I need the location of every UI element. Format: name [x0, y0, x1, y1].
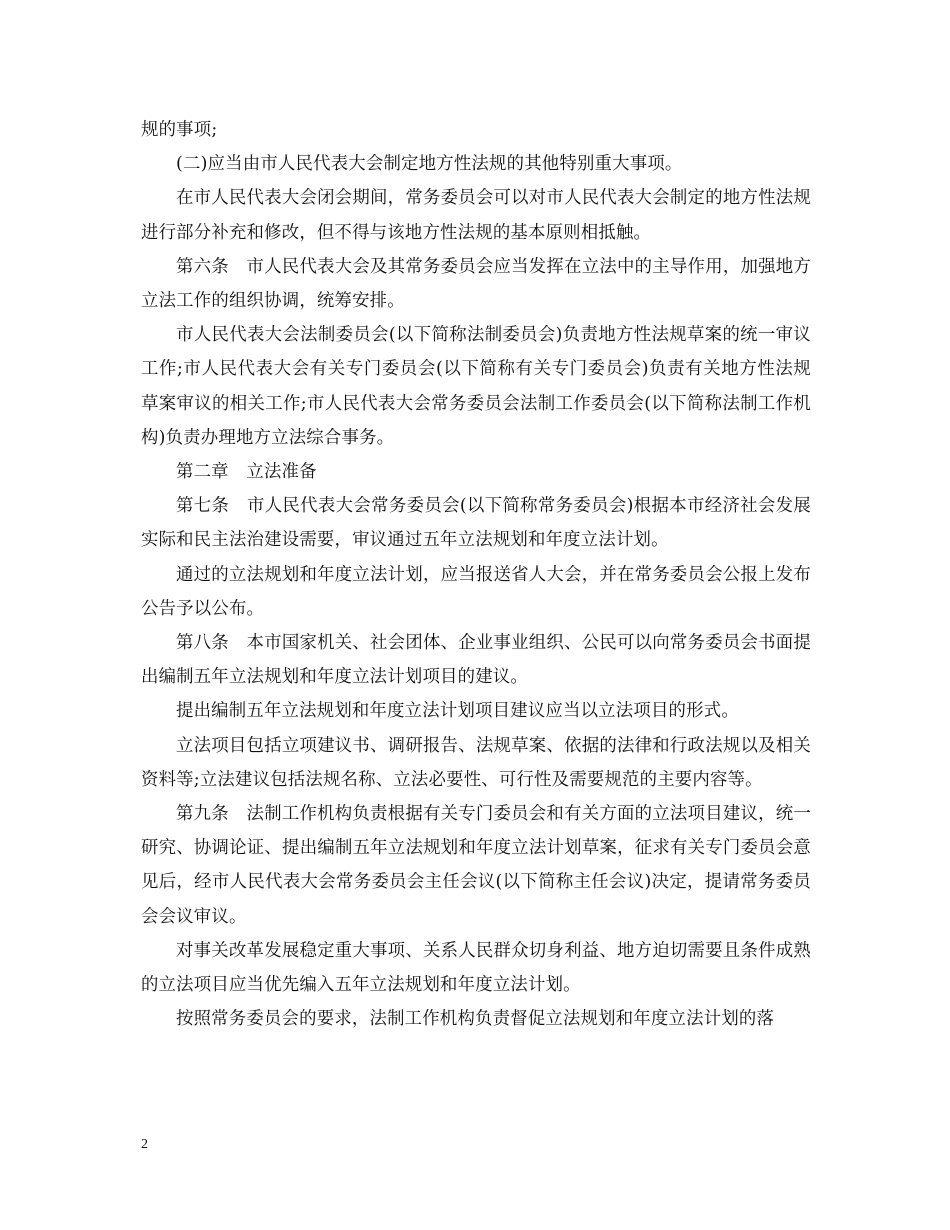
- paragraph-1: 规的事项;: [141, 120, 218, 140]
- article-8-paragraph: 第八条 本市国家机关、社会团体、企业事业组织、公民可以向常务委员会书面提出编制五年立法规划和年度立法计划项目的建议。: [141, 633, 811, 688]
- document-body: [141, 113, 811, 1036]
- paragraph-3: 在市人民代表大会闭会期间，常务委员会可以对市人民代表大会制定的地方性法规进行部分补充和修改，但不得与该地方性法规的基本原则相抵触。: [141, 188, 811, 243]
- chapter-2-heading: 第二章 立法准备: [176, 462, 317, 483]
- paragraph-8: 通过的立法规划和年度立法计划，应当报送省人大会，并在常务委员会公报上发布公告予以公布。: [141, 564, 811, 619]
- paragraph-13: 对事关改革发展稳定重大事项、关系人民群众切身利益、地方迫切需要且条件成熟的立法项目应当优先编入五年立法规划和年度立法计划。: [141, 940, 811, 996]
- article-7-paragraph: 第七条 市人民代表大会常务委员会(以下简称常务委员会)根据本市经济社会发展实际和民主法治建设需要，审议通过五年立法规划和年度立法计划。: [141, 496, 811, 551]
- page-number: 2: [141, 1137, 148, 1152]
- paragraph-2: (二)应当由市人民代表大会制定地方性法规的其他特别重大事项。: [176, 154, 683, 175]
- article-9-paragraph: 第九条 法制工作机构负责根据有关专门委员会和有关方面的立法项目建议，统一研究、协调论证、提出编制五年立法规划和年度立法计划草案，征求有关专门委员会意见后，经市人民代表大会常务委员会主任会议(以下简称主任会议)决定，提请常务委员会会议审议。: [141, 804, 811, 927]
- article-6-paragraph: 第六条 市人民代表大会及其常务委员会应当发挥在立法中的主导作用，加强地方立法工作的组织协调，统筹安排。: [141, 256, 811, 312]
- paragraph-5: 市人民代表大会法制委员会(以下简称法制委员会)负责地方性法规草案的统一审议工作;市人民代表大会有关专门委员会(以下简称有关专门委员会)负责有关地方性法规草案审议的相关工作;市人民代表大会常务委员会法制工作委员会(以下简称法制工作机构)负责办理地方立法综合事务。: [141, 325, 811, 448]
- paragraph-10: 提出编制五年立法规划和年度立法计划项目建议应当以立法项目的形式。: [176, 701, 739, 722]
- paragraph-14: 按照常务委员会的要求，法制工作机构负责督促立法规划和年度立法计划的落: [176, 1009, 775, 1030]
- paragraph-11: 立法项目包括立项建议书、调研报告、法规草案、依据的法律和行政法规以及相关资料等;立法建议包括法规名称、立法必要性、可行性及需要规范的主要内容等。: [141, 735, 811, 790]
